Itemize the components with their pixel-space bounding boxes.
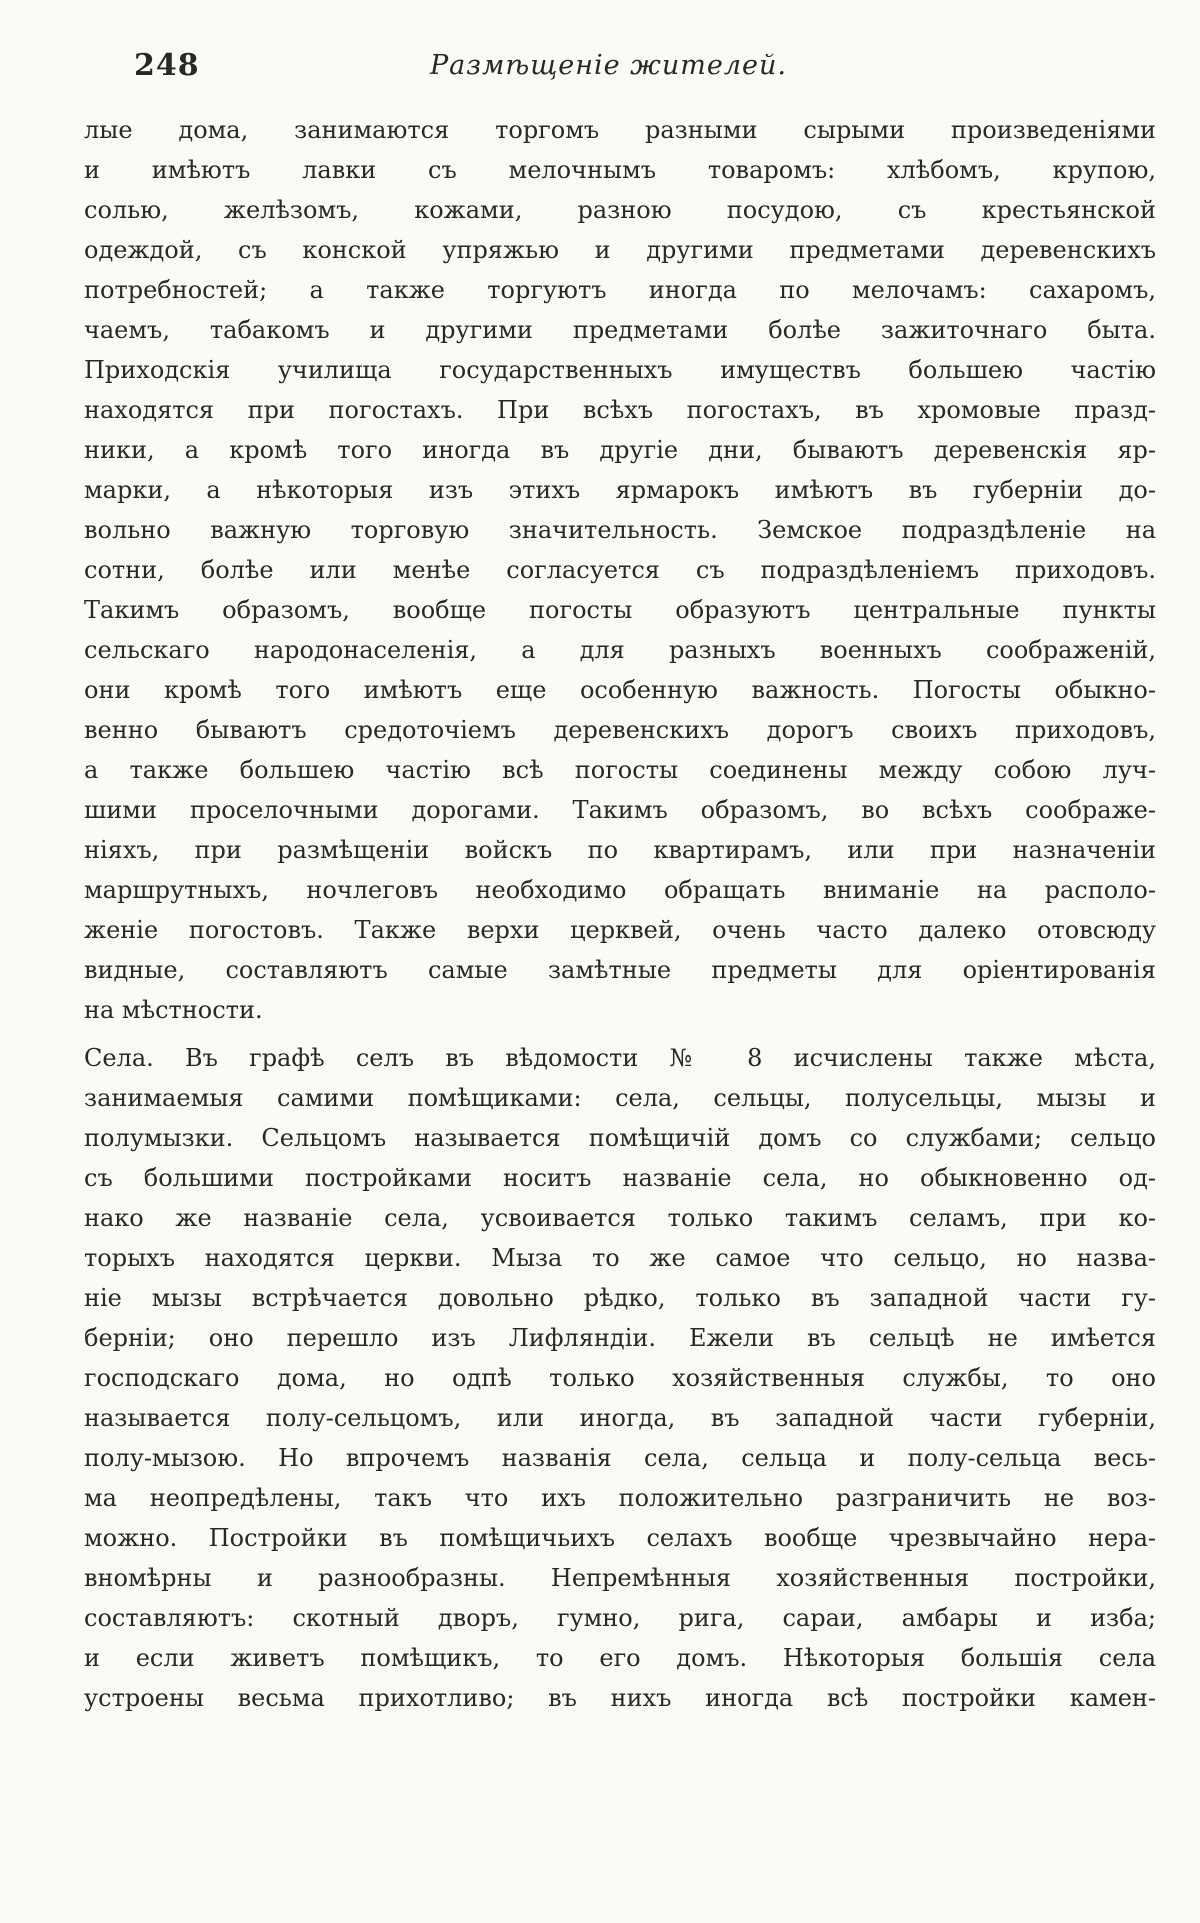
text-line: нако же названіе села, усвоивается только такимъ селамъ, при ко- <box>84 1204 1156 1232</box>
text-line: женіе погостовъ. Также верхи церквей, очень часто далеко отовсюду <box>84 916 1156 944</box>
text-line: ники, а кромѣ того иногда въ другіе дни, бываютъ деревенскія яр- <box>84 436 1156 464</box>
text-line: шими проселочными дорогами. Такимъ образомъ, во всѣхъ соображе- <box>84 796 1156 824</box>
text-line: маршрутныхъ, ночлеговъ необходимо обращать вниманіе на располо- <box>84 876 1156 904</box>
text-line: лые дома, занимаются торгомъ разными сырыми произведеніями <box>84 116 1156 144</box>
page-header <box>0 48 1200 88</box>
text-line: на мѣстности. <box>84 996 263 1024</box>
text-line: потребностей; а также торгуютъ иногда по мелочамъ: сахаромъ, <box>84 276 1156 304</box>
text-line: марки, а нѣкоторыя изъ этихъ ярмарокъ имѣютъ въ губерніи до- <box>84 476 1156 504</box>
text-line: составляютъ: скотный дворъ, гумно, рига, сараи, амбары и изба; <box>84 1604 1156 1632</box>
text-line: чаемъ, табакомъ и другими предметами болѣе зажиточнаго быта. <box>84 316 1156 344</box>
text-line: ніяхъ, при размѣщеніи войскъ по квартирамъ, или при назначеніи <box>84 836 1156 864</box>
text-line: называется полу-сельцомъ, или иногда, въ западной части губерніи, <box>84 1404 1156 1432</box>
text-line: сельскаго народонаселенія, а для разныхъ военныхъ соображеній, <box>84 636 1156 664</box>
text-line: ма неопредѣлены, такъ что ихъ положительно разграничить не воз- <box>84 1484 1156 1512</box>
paragraph-gap <box>84 1030 1156 1038</box>
body-text <box>84 110 1156 1718</box>
text-line: а также большею частію всѣ погосты соединены между собою луч- <box>84 756 1156 784</box>
text-line: можно. Постройки въ помѣщичьихъ селахъ вообще чрезвычайно нера- <box>84 1524 1156 1552</box>
text-line: полу-мызою. Но впрочемъ названія села, сельца и полу-сельца весь- <box>84 1444 1156 1472</box>
text-line: сотни, болѣе или менѣе согласуется съ подраздѣленіемъ приходовъ. <box>84 556 1156 584</box>
running-title: Размѣщеніе жителей. <box>430 50 787 81</box>
text-line: господскаго дома, но одпѣ только хозяйственныя службы, то оно <box>84 1364 1156 1392</box>
text-line: ніе мызы встрѣчается довольно рѣдко, только въ западной части гу- <box>84 1284 1156 1312</box>
text-line: солью, желѣзомъ, кожами, разною посудою, съ крестьянской <box>84 196 1156 224</box>
text-line: и если живетъ помѣщикъ, то его домъ. Нѣкоторыя большія села <box>84 1644 1156 1672</box>
text-line: и имѣютъ лавки съ мелочнымъ товаромъ: хлѣбомъ, крупою, <box>84 156 1156 184</box>
text-line: Такимъ образомъ, вообще погосты образуютъ центральные пункты <box>84 596 1156 624</box>
text-line: торыхъ находятся церкви. Мыза то же самое что сельцо, но назва- <box>84 1244 1156 1272</box>
text-line: они кромѣ того имѣютъ еще особенную важность. Погосты обыкно- <box>84 676 1156 704</box>
text-line: видные, составляютъ самые замѣтные предметы для оріентированія <box>84 956 1156 984</box>
text-line: вномѣрны и разнообразны. Непремѣнныя хозяйственныя постройки, <box>84 1564 1156 1592</box>
text-line: находятся при погостахъ. При всѣхъ погостахъ, въ хромовые празд- <box>84 396 1156 424</box>
page-number: 248 <box>134 48 200 83</box>
text-line: Села. Въ графѣ селъ въ вѣдомости № 8 исчислены также мѣста, <box>84 1044 1156 1072</box>
text-line: полумызки. Сельцомъ называется помѣщичій домъ со службами; сельцо <box>84 1124 1156 1152</box>
text-line: вольно важную торговую значительность. Земское подраздѣленіе на <box>84 516 1156 544</box>
text-line: венно бываютъ средоточіемъ деревенскихъ дорогъ своихъ приходовъ, <box>84 716 1156 744</box>
text-line: одеждой, съ конской упряжью и другими предметами деревенскихъ <box>84 236 1156 264</box>
text-line: съ большими постройками носитъ названіе села, но обыкновенно од- <box>84 1164 1156 1192</box>
text-line: Приходскія училища государственныхъ имуществъ большею частію <box>84 356 1156 384</box>
text-line: берніи; оно перешло изъ Лифляндіи. Ежели въ сельцѣ не имѣется <box>84 1324 1156 1352</box>
text-line: занимаемыя самими помѣщиками: села, сельцы, полусельцы, мызы и <box>84 1084 1156 1112</box>
text-line: устроены весьма прихотливо; въ нихъ иногда всѣ постройки камен- <box>84 1684 1156 1712</box>
